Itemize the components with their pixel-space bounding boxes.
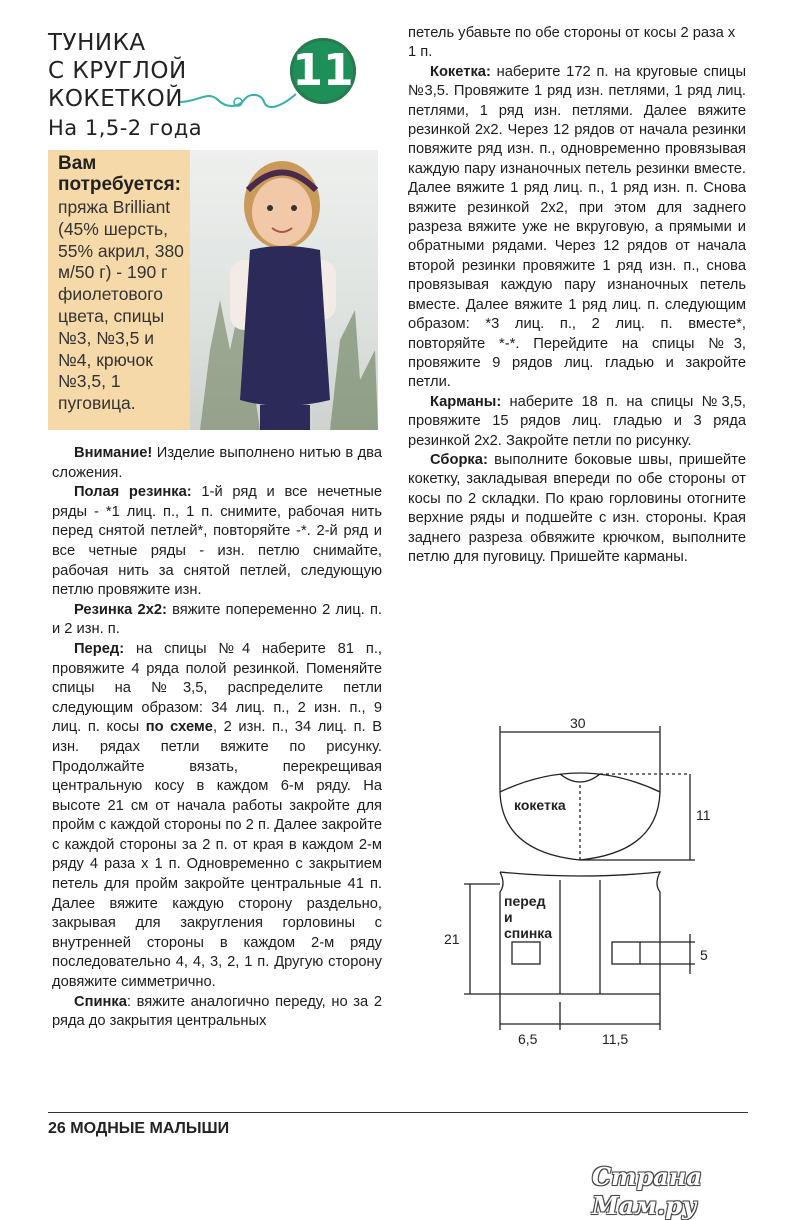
materials-title: Вам потребуется: [58,153,181,195]
front-text-b: , 2 изн. п., 34 лиц. п. В изн. рядах петли вяжите по рисунку. Продолжайте вязать, перекрещивая центральную косу в каждом 6-м ряду. На высоте 21 см от начала работы закройте для пройм с каждой стороны по 2 п. Далее закройте с каждой стороны за 2 п. от края в каждом 2-м ряду 4 раза х 1 п. Одновременно с закрытием петель для пройм закройте центральные 41 п. Далее вяжите каждую сторону раздельно, закрывая для закругления горловины с внутренней стороны в каждом 2-м ряду последовательно 4, 4, 3, 2, 1 п. Другую сторону довяжите симметрично. [52,719,382,991]
yarn-swirl-icon [178,72,298,122]
hollow-rib-text: 1-й ряд и все нечетные ряды - *1 лиц. п., 1 п. снимите, рабочая нить перед снятой петлей*, повторяйте -*. 2-й ряд и все четные ряды - изн. петлю снимайте, рабочая нить за снятой петлей, следующую петлю провяжите изн. [52,484,382,599]
attention-text: Изделие выполнено нитью в два сложения. [52,445,382,481]
title-line-3: КОКЕТКОЙ [48,86,183,112]
page-footer [48,1120,229,1138]
rib-label: Резинка 2х2: [74,601,167,618]
child-photo [190,150,378,430]
attention-label: Внимание! [74,445,153,461]
pockets-text: наберите 18 п. на спицы №3,5, провяжите 15 рядов лиц. гладью и 3 ряда резинкой 2х2. Закройте петли по рисунку. [408,393,746,449]
continuation-text: петель убавьте по обе стороны от косы 2 раза х 1 п. [408,25,736,61]
title-line-2: С КРУГЛОЙ [48,58,187,84]
hollow-rib-label: Полая резинка: [74,484,192,501]
pockets-label: Карманы: [430,393,502,410]
footer-rule [48,1112,748,1113]
front-scheme-link: по схеме [145,719,213,736]
dim-body-height: 21 [444,931,460,947]
magazine-name: МОДНЫЕ МАЛЫШИ [70,1120,230,1137]
pattern-diagram [440,712,740,1057]
yoke-label: Кокетка: [430,63,491,80]
back-text: : вяжите аналогично переду, но за 2 ряда до закрытия центральных [52,993,382,1030]
back-label: Спинка [74,993,127,1010]
dim-bottom-left: 6,5 [518,1031,538,1047]
front-label: Перед: [74,640,125,657]
title-line-1: ТУНИКА [48,30,146,56]
page-number: 26 [48,1120,66,1137]
body-label-line1: перед [504,893,546,909]
assembly-label: Сборка: [430,451,488,468]
left-column [52,444,382,1032]
materials-text: пряжа Brilliant (45% шерсть, 55% акрил, 380 м/50 г) - 190 г фиолетового цвета, спицы №3, №3,5 и №4, крючок №3,5, 1 пуговица. [58,197,184,414]
yoke-text: наберите 172 п. на круговые спицы №3,5. Провяжите 1 ряд изн. петлями, 1 ряд лиц. петлями, 1 ряд изн. петлями. Далее вяжите резинкой 2х2. Через 12 рядов от начала резинки повяжите ряд изн. п., одновременно провязывая каждую пару изнаночных петель резинки вместе. Далее вяжите 1 ряд лиц. п., 1 ряд изн. п. Снова вяжите резинкой 2х2, при этом для заднего разреза вяжите уже не вкруговую, а прямыми и обратными рядами. Через 12 рядов от начала второй резинки провяжите 1 ряд изн. п., снова провязывая каждую пару изнаночных петель вместе. Далее вяжите 1 ряд лиц. п. следующим образом: *3 лиц. п., 2 лиц. п. вместе*, повторяйте *-*. Перейдите на спицы №3, провяжите 9 рядов лиц. гладью и закройте петли. [408,63,746,391]
right-column [408,24,746,567]
rib-text: вяжите попеременно 2 лиц. п. и 2 изн. п. [52,601,382,638]
assembly-text: выполните боковые швы, пришейте кокетку, закладывая впереди по обе стороны от косы по 2 складки. По краю горловины отогните верхние ряды и подшейте с изн. стороны. Края заднего разреза обвяжите крючком, выполните петлю для пуговицу. Пришейте карманы. [408,451,746,565]
dim-yoke-width: 30 [570,715,586,731]
yoke-label: кокетка [514,797,566,813]
dim-yoke-height: 11 [696,807,711,823]
age-range: На 1,5-2 года [48,116,203,140]
body-label-line3: спинка [504,925,553,941]
site-watermark: Страна Мам.ру [592,1162,702,1220]
body-label-line2: и [504,909,513,925]
front-text-a: на спицы №4 наберите 81 п., провяжите 4 ряда полой резинкой. Поменяйте спицы на №3,5, распределите петли следующим образом: 34 лиц. п., 2 изн. п., 9 лиц. п. косы [52,640,382,736]
dim-pocket-height: 5 [700,947,708,963]
pattern-number-badge: 11 [290,38,356,104]
dim-bottom-right: 11,5 [602,1031,629,1047]
